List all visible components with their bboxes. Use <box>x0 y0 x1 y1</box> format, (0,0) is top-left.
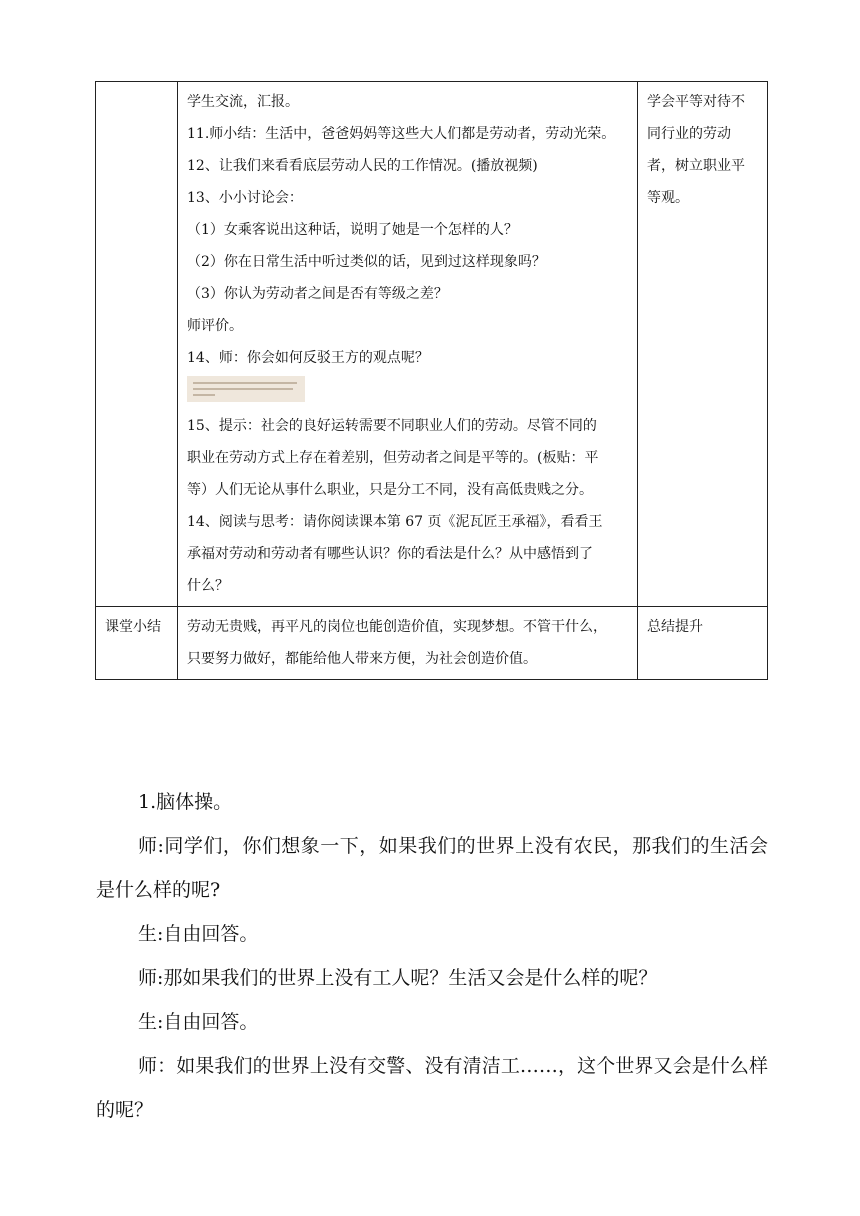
goal-line: 学会平等对待不 <box>647 94 745 110</box>
paragraph: 师:同学们，你们想象一下，如果我们的世界上没有农民，那我们的生活会是什么样的呢? <box>96 835 768 901</box>
activity-line: （3）你认为劳动者之间是否有等级之差？ <box>187 286 448 302</box>
row-label-cell <box>96 82 178 607</box>
activity-line: 14、师：你会如何反驳王方的观点呢？ <box>187 350 429 366</box>
summary-line: 劳动无贵贱，再平凡的岗位也能创造价值，实现梦想。不管干什么， <box>187 619 607 635</box>
activity-line: 14、阅读与思考：请你阅读课本第 67 页《泥瓦匠王承福》，看看王 <box>187 514 603 530</box>
paragraph: 1.脑体操。 <box>138 791 233 813</box>
table-row <box>96 82 768 607</box>
activity-line: 等）人们无论从事什么职业，只是分工不同，没有高低贵贱之分。 <box>187 482 593 498</box>
activity-line: 师评价。 <box>187 318 243 334</box>
body-text <box>96 780 768 1132</box>
paragraph: 生:自由回答。 <box>138 923 259 945</box>
text-excerpt-thumbnail <box>187 376 305 402</box>
activity-line: 学生交流，汇报。 <box>187 94 299 110</box>
lesson-table <box>95 81 768 680</box>
goal-line: 者，树立职业平 <box>647 158 745 174</box>
table-row <box>96 607 768 680</box>
activity-cell <box>178 82 638 607</box>
goal-line: 同行业的劳动 <box>647 126 731 142</box>
activity-line: 职业在劳动方式上存在着差别，但劳动者之间是平等的。(板贴：平 <box>187 450 599 466</box>
paragraph: 师:那如果我们的世界上没有工人呢？生活又会是什么样的呢？ <box>138 967 658 989</box>
activity-line: 12、让我们来看看底层劳动人民的工作情况。(播放视频) <box>187 158 538 174</box>
paragraph: 师：如果我们的世界上没有交警、没有清洁工……，这个世界又会是什么样的呢？ <box>96 1055 768 1121</box>
row-label-cell: 课堂小结 <box>96 607 178 680</box>
activity-line: 11.师小结：生活中，爸爸妈妈等这些大人们都是劳动者，劳动光荣。 <box>187 126 616 142</box>
goal-line: 等观。 <box>647 190 689 206</box>
activity-line: （2）你在日常生活中听过类似的话，见到过这样现象吗？ <box>187 254 546 270</box>
summary-cell <box>178 607 638 680</box>
activity-line: 15、提示：社会的良好运转需要不同职业人们的劳动。尽管不同的 <box>187 418 597 434</box>
activity-line: 13、小小讨论会： <box>187 190 303 206</box>
activity-line: （1）女乘客说出这种话，说明了她是一个怎样的人？ <box>187 222 518 238</box>
goal-cell: 总结提升 <box>638 607 768 680</box>
activity-line: 什么？ <box>187 578 229 594</box>
activity-line: 承福对劳动和劳动者有哪些认识？你的看法是什么？从中感悟到了 <box>187 546 593 562</box>
goal-cell <box>638 82 768 607</box>
summary-line: 只要努力做好，都能给他人带来方便，为社会创造价值。 <box>187 651 537 667</box>
paragraph: 生:自由回答。 <box>138 1011 259 1033</box>
